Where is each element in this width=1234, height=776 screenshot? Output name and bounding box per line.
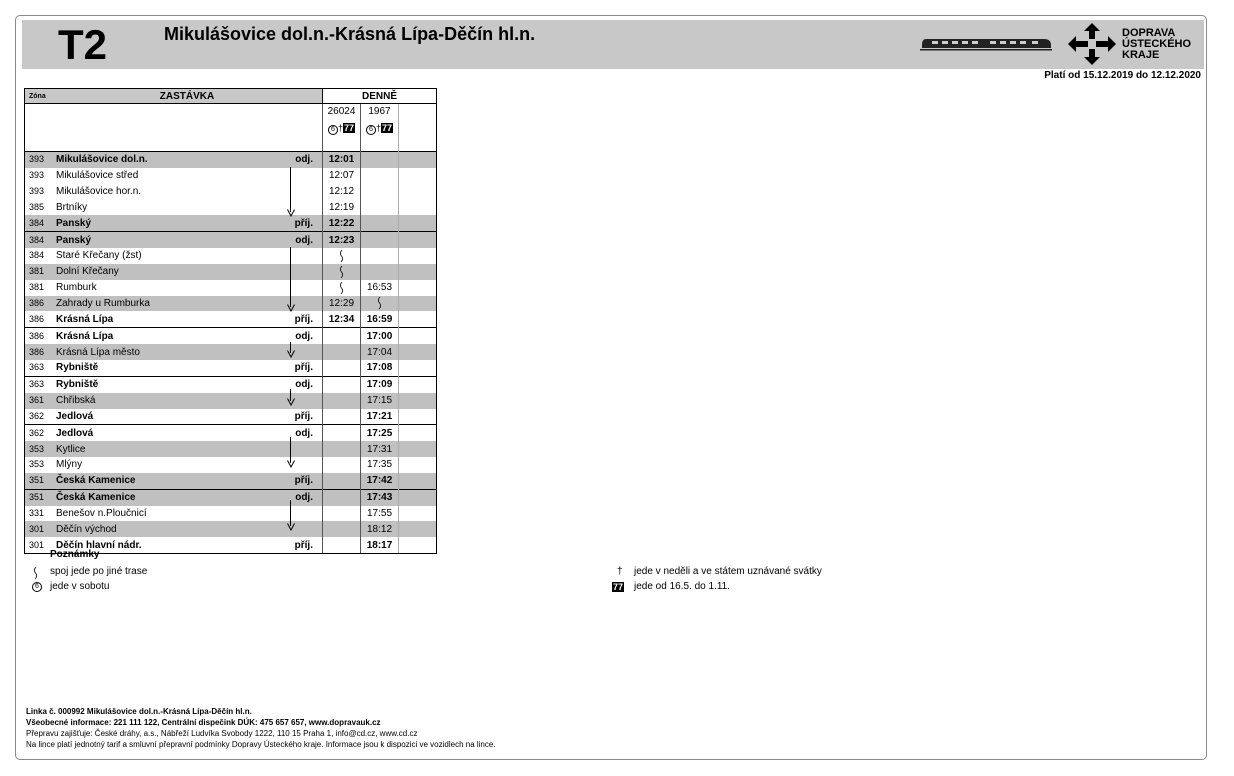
empty-cell: [399, 473, 437, 489]
arr-dep-mark: [280, 184, 323, 200]
empty-cell: [399, 537, 437, 553]
empty-cell: [399, 215, 437, 231]
table-row: [25, 425, 437, 441]
train-2-header: [361, 104, 399, 152]
arr-dep-mark: odj.: [280, 376, 323, 392]
stop-name: Chřibská: [52, 393, 280, 409]
time-cell: 12:34: [323, 311, 361, 327]
empty-cell: [399, 409, 437, 425]
zone-cell: 362: [25, 425, 53, 441]
empty-cell: [399, 168, 437, 184]
badge-77: 77: [382, 123, 393, 133]
timetable-body: [25, 152, 437, 554]
time-cell: [323, 409, 361, 425]
empty-cell: [399, 296, 437, 312]
zone-cell: 393: [25, 152, 53, 168]
arrow-line: [290, 167, 291, 212]
time-cell: [323, 537, 361, 553]
logo-text: [1122, 28, 1191, 61]
stop-name: Mikulášovice střed: [52, 168, 280, 184]
arr-dep-mark: [280, 248, 323, 264]
table-header-row: [25, 89, 437, 104]
arr-dep-mark: odj.: [280, 152, 323, 168]
zone-cell: 381: [25, 280, 53, 296]
time-cell: 12:23: [323, 232, 361, 248]
route-title: Mikulášovice dol.n.-Krásná Lípa-Děčín hl.n.: [164, 24, 536, 44]
arr-dep-mark: příj.: [280, 409, 323, 425]
zone-cell: 386: [25, 311, 53, 327]
zone-cell: 361: [25, 393, 53, 409]
zone-cell: 301: [25, 537, 53, 553]
empty-cell: [399, 280, 437, 296]
empty-cell: [399, 457, 437, 473]
arr-dep-mark: příj.: [280, 360, 323, 376]
time-cell: 17:09: [361, 376, 399, 392]
stop-name: Jedlová: [52, 409, 280, 425]
stop-name: Rybniště: [52, 376, 280, 392]
zone-column-header: Zóna: [25, 89, 53, 104]
stop-name: Mikulášovice dol.n.: [52, 152, 280, 168]
empty-cell: [399, 376, 437, 392]
table-row: [25, 506, 437, 522]
zone-cell: 386: [25, 344, 53, 360]
table-row: [25, 376, 437, 392]
time-cell: 12:01: [323, 152, 361, 168]
zone-cell: 301: [25, 521, 53, 537]
table-row: [25, 168, 437, 184]
arr-dep-mark: příj.: [280, 473, 323, 489]
time-cell: [361, 215, 399, 231]
empty-cell: [399, 184, 437, 200]
wavy-route-icon: [32, 566, 39, 580]
time-cell: 12:29: [323, 296, 361, 312]
time-cell: [361, 264, 399, 280]
note-saturday: 6 jede v sobotu: [50, 581, 110, 592]
saturday-icon: 6: [366, 125, 376, 135]
time-cell: 18:17: [361, 537, 399, 553]
table-row: [25, 441, 437, 457]
time-cell: 17:08: [361, 360, 399, 376]
stop-name: Panský: [52, 232, 280, 248]
empty-cell: [399, 393, 437, 409]
arrow-down-icon: [287, 304, 295, 312]
empty-cell: [399, 311, 437, 327]
table-row: [25, 473, 437, 489]
note-other-route: spoj jede po jiné trase: [50, 566, 147, 577]
stop-name: Staré Křečany (žst): [52, 248, 280, 264]
time-cell: [323, 457, 361, 473]
time-cell: 17:55: [361, 506, 399, 522]
line-code: T2: [58, 21, 108, 68]
table-row: [25, 360, 437, 376]
arr-dep-mark: příj.: [280, 537, 323, 553]
stop-name: Krásná Lípa město: [52, 344, 280, 360]
zone-cell: 393: [25, 168, 53, 184]
table-row: [25, 311, 437, 327]
wavy-route-icon: [323, 280, 361, 296]
zone-cell: 353: [25, 441, 53, 457]
stop-name: Rybniště: [52, 360, 280, 376]
train-1-number: 26024: [327, 106, 356, 117]
badge-77: 77: [344, 123, 355, 133]
table-row: [25, 344, 437, 360]
empty-cell: [399, 232, 437, 248]
empty-cell: [399, 441, 437, 457]
time-cell: [361, 248, 399, 264]
empty-cell: [399, 200, 437, 216]
time-cell: 16:59: [361, 311, 399, 327]
time-cell: 18:12: [361, 521, 399, 537]
arrow-down-icon: [287, 350, 295, 358]
time-cell: [361, 200, 399, 216]
time-cell: [323, 360, 361, 376]
table-row: [25, 248, 437, 264]
train-2-number: 1967: [368, 106, 391, 117]
empty-cell: [399, 360, 437, 376]
wavy-route-icon: [323, 248, 361, 264]
arr-dep-mark: příj.: [280, 215, 323, 231]
zone-cell: 386: [25, 296, 53, 312]
train-numbers-row: [25, 104, 437, 152]
stop-name: Jedlová: [52, 425, 280, 441]
train-1-header: [323, 104, 361, 152]
zone-cell: 351: [25, 473, 53, 489]
badge-77: 77: [613, 582, 624, 592]
empty-cell: [399, 264, 437, 280]
table-row: [25, 296, 437, 312]
arr-dep-mark: [280, 280, 323, 296]
empty-cell: [399, 328, 437, 344]
stop-name: Benešov n.Ploučnicí: [52, 506, 280, 522]
sunday-cross-icon: †: [337, 123, 343, 133]
zone-cell: 331: [25, 506, 53, 522]
empty-cell: [399, 506, 437, 522]
footer-line-number: Linka č. 000992 Mikulášovice dol.n.-Krásná Lípa-Děčín hl.n.: [26, 707, 252, 716]
zone-cell: 386: [25, 328, 53, 344]
time-cell: 12:12: [323, 184, 361, 200]
time-cell: 12:22: [323, 215, 361, 231]
stop-name: Krásná Lípa: [52, 311, 280, 327]
empty-cell: [399, 425, 437, 441]
empty-cell: [399, 248, 437, 264]
stop-name: Rumburk: [52, 280, 280, 296]
time-cell: [323, 441, 361, 457]
stop-name: Zahrady u Rumburka: [52, 296, 280, 312]
zone-cell: 353: [25, 457, 53, 473]
time-cell: 17:15: [361, 393, 399, 409]
wavy-route-icon: [323, 264, 361, 280]
stop-name: Česká Kamenice: [52, 473, 280, 489]
zone-cell: 384: [25, 215, 53, 231]
empty-cell: [399, 152, 437, 168]
footer: [26, 706, 496, 750]
logo-line-1: DOPRAVA: [1122, 27, 1176, 39]
table-row: [25, 184, 437, 200]
time-cell: 17:35: [361, 457, 399, 473]
arrow-down-icon: [287, 523, 295, 531]
time-cell: 17:25: [361, 425, 399, 441]
sunday-cross-icon: †: [375, 123, 381, 133]
time-cell: [323, 344, 361, 360]
dopravauk-logo-icon: [1068, 23, 1116, 65]
time-cell: 17:43: [361, 489, 399, 505]
train-icon: [920, 36, 1052, 52]
arr-dep-mark: [280, 506, 323, 522]
table-row: [25, 152, 437, 168]
time-cell: 17:31: [361, 441, 399, 457]
zone-cell: 363: [25, 360, 53, 376]
time-cell: [361, 152, 399, 168]
zone-cell: 362: [25, 409, 53, 425]
arrow-down-icon: [287, 460, 295, 468]
footer-operator: Přepravu zajišťuje: České dráhy, a.s., Nábřeží Ludvíka Svobody 1222, 110 15 Praha 1, info@cd.cz, www.cd.cz: [26, 729, 418, 738]
arr-dep-mark: odj.: [280, 328, 323, 344]
stop-name: Dolní Křečany: [52, 264, 280, 280]
table-row: [25, 521, 437, 537]
arr-dep-mark: příj.: [280, 311, 323, 327]
time-cell: [323, 376, 361, 392]
time-cell: [323, 473, 361, 489]
stop-name: Krásná Lípa: [52, 328, 280, 344]
footer-tariff: Na lince platí jednotný tarif a smluvní přepravní podmínky Dopravy Ústeckého kraje. Informace jsou k dispozici ve vozidlech na lince.: [26, 740, 496, 749]
stop-name: Panský: [52, 215, 280, 231]
time-cell: 12:07: [323, 168, 361, 184]
table-row: [25, 280, 437, 296]
time-cell: [323, 393, 361, 409]
wavy-route-icon: [361, 296, 399, 312]
footer-general-info: Všeobecné informace: 221 111 122, Centrální dispečink DÚK: 475 657 657, www.dopravauk.cz: [26, 718, 381, 727]
time-cell: [361, 232, 399, 248]
time-cell: 17:21: [361, 409, 399, 425]
arr-dep-mark: [280, 441, 323, 457]
daily-column-header: DENNĚ: [323, 89, 437, 104]
arr-dep-mark: odj.: [280, 232, 323, 248]
time-cell: [323, 521, 361, 537]
arrow-line: [290, 247, 291, 307]
table-row: [25, 215, 437, 231]
table-row: [25, 328, 437, 344]
time-cell: 17:04: [361, 344, 399, 360]
zone-cell: 363: [25, 376, 53, 392]
empty-cell: [399, 344, 437, 360]
stop-name: Děčín hlavní nádr.: [52, 537, 280, 553]
table-row: [25, 489, 437, 505]
table-row: [25, 200, 437, 216]
saturday-icon: 6: [328, 125, 338, 135]
time-cell: [323, 425, 361, 441]
zone-cell: 393: [25, 184, 53, 200]
stop-name: Děčín východ: [52, 521, 280, 537]
arr-dep-mark: [280, 264, 323, 280]
stop-name: Kytlice: [52, 441, 280, 457]
stop-name: Mlýny: [52, 457, 280, 473]
time-cell: [323, 506, 361, 522]
timetable: [24, 88, 437, 554]
arr-dep-mark: odj.: [280, 425, 323, 441]
sunday-cross-icon: †: [617, 566, 623, 577]
empty-cell: [399, 521, 437, 537]
time-cell: [361, 168, 399, 184]
time-cell: [361, 184, 399, 200]
stop-name: Brtníky: [52, 200, 280, 216]
arrow-down-icon: [287, 209, 295, 217]
logo-line-3: KRAJE: [1122, 49, 1160, 61]
stop-name: Česká Kamenice: [52, 489, 280, 505]
note-badge-77: 77 jede od 16.5. do 1.11.: [613, 581, 731, 592]
table-row: [25, 409, 437, 425]
time-cell: 16:53: [361, 280, 399, 296]
arr-dep-mark: odj.: [280, 489, 323, 505]
saturday-icon: 6: [32, 582, 42, 592]
note-sunday: † jede v neděli a ve státem uznávané svátky: [617, 566, 822, 577]
table-row: [25, 232, 437, 248]
notes-title: Poznámky: [50, 549, 100, 560]
logo-line-2: ÚSTECKÉHO: [1122, 38, 1192, 50]
time-cell: [323, 489, 361, 505]
zone-cell: 384: [25, 248, 53, 264]
zone-cell: 351: [25, 489, 53, 505]
time-cell: 12:19: [323, 200, 361, 216]
table-row: [25, 457, 437, 473]
stop-column-header: ZASTÁVKA: [52, 89, 323, 104]
empty-cell: [399, 489, 437, 505]
stop-name: Mikulášovice hor.n.: [52, 184, 280, 200]
table-row: [25, 393, 437, 409]
time-cell: 17:00: [361, 328, 399, 344]
validity-period: Platí od 15.12.2019 do 12.12.2020: [1044, 70, 1201, 81]
arr-dep-mark: [280, 168, 323, 184]
zone-cell: 381: [25, 264, 53, 280]
arrow-down-icon: [287, 398, 295, 406]
zone-cell: 385: [25, 200, 53, 216]
time-cell: 17:42: [361, 473, 399, 489]
time-cell: [323, 328, 361, 344]
zone-cell: 384: [25, 232, 53, 248]
table-row: [25, 264, 437, 280]
